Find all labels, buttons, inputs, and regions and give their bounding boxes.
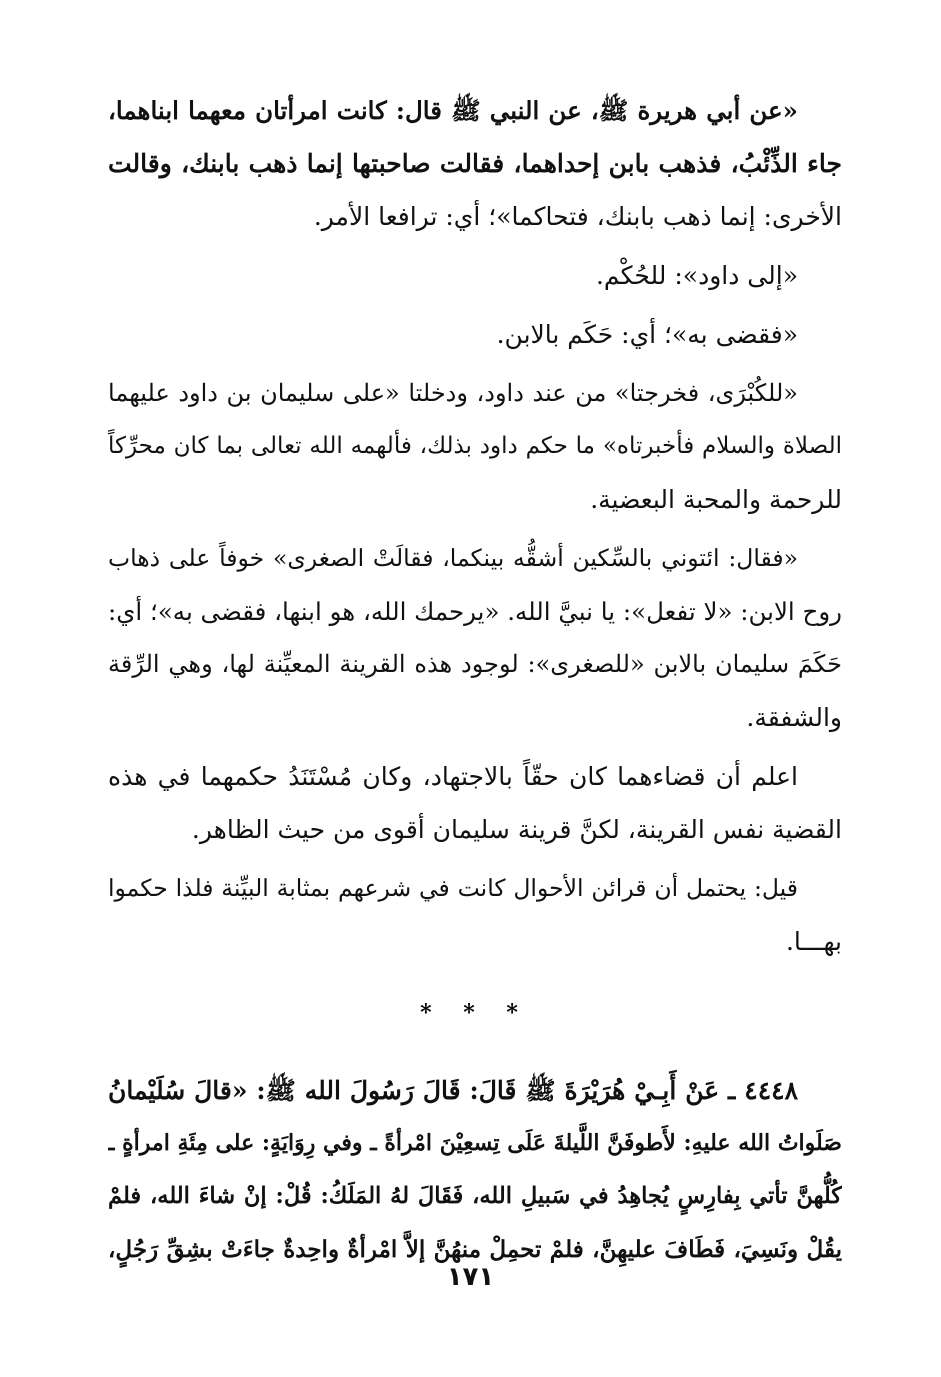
page-number: ١٧١ bbox=[446, 1262, 495, 1292]
text-line: «فقال: ائتوني بالسِّكين أشقُّه بينكما، فقالَتْ الصغرى» خوفاً على ذهاب bbox=[108, 544, 798, 572]
text-line: «فقضى به»؛ أي: حَكَم بالابن. bbox=[496, 320, 798, 349]
text-line: والشفقة. bbox=[746, 703, 842, 732]
text-line: اعلم أن قضاءهما كان حقّاً بالاجتهاد، وكان مُسْتَنَدُ حكمهما في هذه bbox=[108, 762, 798, 791]
text-line: كُلُّهنَّ تأتي بِفارِسٍ يُجاهِدُ في سَبيلِ الله، فَقَالَ لهُ المَلَكُ: قُلْ: إنْ شاءَ الله، فلمْ bbox=[108, 1183, 842, 1209]
text-line: «إلى داود»: للحُكْم. bbox=[595, 261, 798, 290]
text-line: «عن أبي هريرة ﷺ، عن النبي ﷺ قال: كانت امرأتان معهما ابناهما، bbox=[108, 96, 798, 125]
text-line: الأخرى: إنما ذهب بابنك، فتحاكما»؛ أي: ترافعا الأمر. bbox=[313, 202, 842, 231]
paragraph-4 bbox=[108, 367, 842, 526]
text-line: ٤٤٤٨ ـ عَنْ أَبِـيْ هُرَيْرَةَ ﷺ قَالَ: قَالَ رَسُولَ الله ﷺ: «قالَ سُلَيْمانُ bbox=[108, 1076, 798, 1105]
text-line: القضية نفس القرينة، لكنَّ قرينة سليمان أقوى من حيث الظاهر. bbox=[191, 815, 842, 844]
text-line: حَكَمَ سليمان بالابن «للصغرى»: لوجود هذه القرينة المعيِّنة لها، وهي الرِّقة bbox=[108, 650, 842, 678]
section-separator: * * * bbox=[420, 1000, 530, 1026]
document-body bbox=[108, 84, 842, 1282]
text-line: «للكُبْرَى، فخرجتا» من عند داود، ودخلتا «على سليمان بن داود عليهما bbox=[108, 379, 798, 407]
paragraph-1 bbox=[108, 84, 842, 243]
text-line: للرحمة والمحبة البعضية. bbox=[590, 485, 842, 514]
hadith-4448 bbox=[108, 1064, 842, 1276]
text-line: روح الابن: «لا تفعل»: يا نبيَّ الله. «يرحمك الله، هو ابنها، فقضى به»؛ أي: bbox=[108, 597, 842, 626]
paragraph-3 bbox=[108, 308, 842, 361]
text-line: جاء الذِّئْبُ، فذهب بابن إحداهما، فقالت صاحبتها إنما ذهب بابنك، وقالت bbox=[108, 149, 842, 178]
text-line: بهـــا. bbox=[785, 927, 842, 956]
paragraph-6 bbox=[108, 750, 842, 856]
text-line: الصلاة والسلام فأخبرتاه» ما حكم داود بذلك، فألهمه الله تعالى بما كان محرِّكاً bbox=[108, 433, 842, 459]
paragraph-7 bbox=[108, 862, 842, 968]
text-line: قيل: يحتمل أن قرائن الأحوال كانت في شرعهم بمثابة البيِّنة فلذا حكموا bbox=[108, 874, 798, 902]
text-line: صَلَواتُ الله عليهِ: لأَطوفَنَّ اللَّيلةَ عَلَى تِسعِيْنَ امْرأةً ـ وفي رِوَايَةٍ: على مِئَةِ امرأةٍ ـ bbox=[108, 1130, 842, 1156]
text-line: يقُلْ ونَسِيَ، فَطَافَ عليهِنَّ، فلمْ تحمِلْ منهُنَّ إلاَّ امْرأةٌ واحِدةٌ جاءَتْ بشِقِّ رَجُلٍ، bbox=[108, 1236, 842, 1263]
paragraph-2 bbox=[108, 249, 842, 302]
paragraph-5 bbox=[108, 532, 842, 744]
